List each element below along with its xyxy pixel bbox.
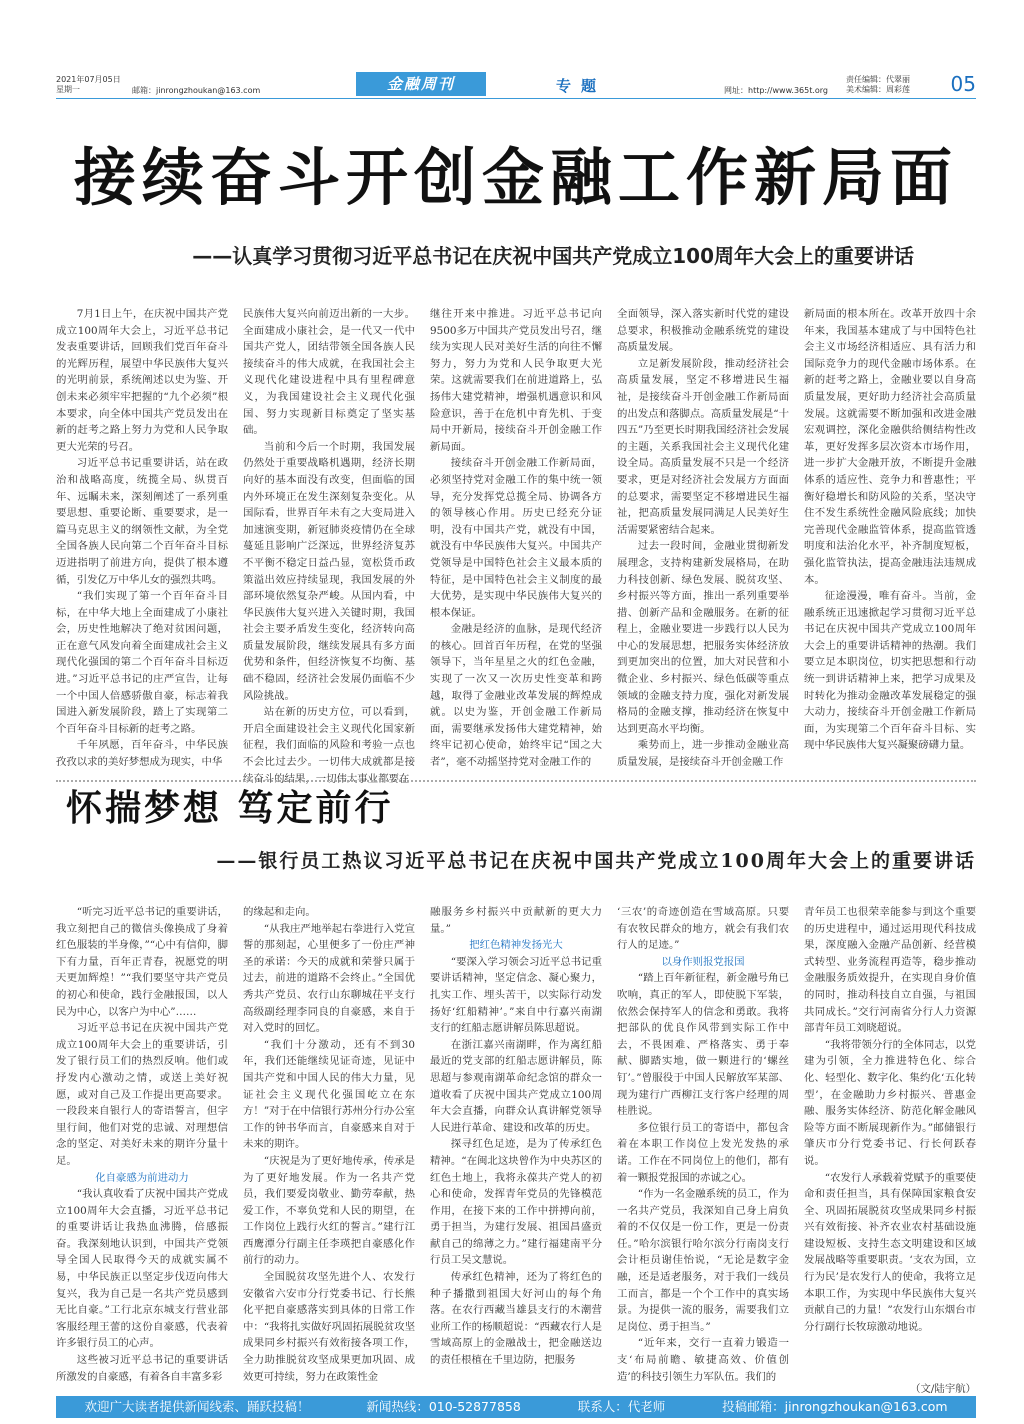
- footer-invite: 欢迎广大读者提供新闻线索、踊跃投稿！: [84, 1399, 310, 1414]
- paragraph: 的缘起和走向。: [243, 906, 316, 918]
- paragraph: 民族伟大复兴向前迈出新的一大步。全面建成小康社会，是一代又一代中国共产党人，团结带领全国各族人民接续奋斗的伟大成就，在我国社会主义现代化建设进程中具有里程碑意义，为我国建设社会主义现代化强国、努力实现新目标奠定了坚实基础。: [243, 308, 415, 437]
- paragraph: “农发行人承载着党赋予的重要使命和责任担当，具有保障国家粮食安全、巩固拓展脱贫攻坚成果同乡村振兴有效衔接、补齐农业农村基础设施建设短板、支持生态文明建设和区域发展战略等重要职责。‘支农为国，立行为民’是农发行人的使命，我将立足本职工作，为实现中华民族伟大复兴贡献自己的力量！”农发行山东烟台市分行副行长牧琼激动地说。: [804, 1171, 976, 1333]
- paragraph: 习近平总书记在庆祝中国共产党成立100周年大会上的重要讲话，引发了银行员工们的热烈反响。他们或抒发内心激动之情，或送上美好祝愿，或对自己及工作提出更高要求。一段段来自银行人的寄语誓言，但字里行间，他们对党的忠诚、对理想信念的坚定、对美好未来的期许分量十足。: [56, 1022, 228, 1167]
- issue-date: 2021年07月05日: [56, 75, 121, 84]
- paragraph: 融服务乡村振兴中贡献新的更大力量。”: [430, 906, 602, 935]
- paragraph: “庆祝是为了更好地传承，传承是为了更好地发展。作为一名共产党员，我们要爱岗敬业、勤劳奉献，热爱工作，不辜负党和人民的期望，在工作岗位上践行火红的誓言。”建行江西鹰潭分行副主任李瑛把自豪感化作前行的动力。: [243, 1154, 415, 1267]
- paragraph: “近年来，交行一直着力锻造一支‘布局前瞻、敏捷高效、价值创造’的科技引领生力军队伍。我们的: [617, 1337, 789, 1383]
- paragraph: 传承红色精神，还为了将红色的种子播撒到祖国大好河山的每个角落。在农行西藏当雄县支行的木潮营业所工作的杨顺超说：“西藏农行人是雪域高原上的金融战士，把金融送边的责任根植在千里边防，把服务: [430, 1271, 602, 1367]
- paragraph: 站在新的历史方位，可以看到，开启全面建设社会主义现代化国家新征程，我们面临的风险和考验一点也不会比过去少。一切伟大成就都是接续奋斗的结果，一切伟大事业都要在: [243, 706, 415, 785]
- section-heading: 以身作则报党报国: [661, 955, 745, 968]
- editor-credits: [846, 75, 910, 95]
- section-label: 专题: [556, 77, 607, 95]
- section-heading: 化自豪感为前进动力: [95, 1171, 189, 1184]
- issue-weekday: 星期一: [56, 85, 80, 94]
- section-heading: 把红色精神发扬光大: [469, 939, 563, 952]
- paragraph: “我认真收看了庆祝中国共产党成立100周年大会直播，习近平总书记的重要讲话让我热血沸腾，倍感振奋。我深刻地认识到，中国共产党领导全国人民取得今天的成就实属不易，中华民族正以坚定步伐迈向伟大复兴，我为自己是一名共产党员感到无比自豪。”工行北京东城支行营业部客服经理王蕾的这份自豪感，代表着许多银行员工的心声。: [56, 1188, 228, 1350]
- paragraph: 千年夙愿，百年奋斗，中华民族孜孜以求的美好梦想成为现实，中华: [56, 739, 228, 769]
- article2-column: [430, 904, 602, 1388]
- paragraph: 新局面的根本所在。改革开放四十余年来，我国基本建成了与中国特色社会主义市场经济相适应、具有活力和国际竞争力的现代金融市场体系。在新的赶考之路上，金融业要以自身高质量发展，更好助力经济社会高质量发展。这就需要不断加强和改进金融宏观调控，深化金融供给侧结构性改革，更好发挥多层次资本市场作用，进一步扩大金融开放，不断提升金融体系的适应性、竞争力和普惠性；平衡好稳增长和防风险的关系，坚决守住不发生系统性金融风险底线；加快完善现代金融监管体系，提高监管透明度和法治化水平，补齐制度短板，强化监管执法，提高金融违法违规成本。: [804, 308, 976, 586]
- art-editor: 美术编辑：周彩莲: [846, 85, 910, 94]
- paragraph: 习近平总书记重要讲话，站在政治和战略高度，统揽全局、纵贯百年、远瞩未来，深刻阐述了一系列重要思想、重要论断、重要要求，是一篇马克思主义的纲领性文献，为全党全国各族人民向第二个百年奋斗目标迈进指明了前进方向，提供了根本遵循，引发亿万中华儿女的强烈共鸣。: [56, 457, 228, 586]
- article1-column: [804, 306, 976, 766]
- article2-title: 怀揣梦想 笃定前行: [66, 788, 394, 829]
- article2-column: [56, 904, 228, 1388]
- masthead-email: 邮箱：jinrongzhoukan@163.com: [132, 86, 261, 95]
- paragraph: 乘势而上，进一步推动金融业高质量发展，是接续奋斗开创金融工作: [617, 739, 789, 769]
- paragraph: “要深入学习领会习近平总书记重要讲话精神，坚定信念、凝心聚力，扎实工作、埋头苦干，以实际行动发扬好‘红船精神’。”来自中行嘉兴南湖支行的红船志愿讲解员陈思超说。: [430, 955, 602, 1035]
- article2-author: （文/陆宇航）: [910, 1383, 976, 1395]
- responsible-editor: 责任编辑：代翠丽: [846, 75, 910, 84]
- paragraph: “我们实现了第一个百年奋斗目标，在中华大地上全面建成了小康社会，历史性地解决了绝对贫困问题，正在意气风发向着全面建成社会主义现代化强国的第二个百年奋斗目标迈进。”习近平总书记的庄严宣告，让每一个中国人倍感骄傲自豪，标志着我国进入新发展阶段，踏上了实现第二个百年奋斗目标新的赶考之路。: [56, 590, 228, 735]
- article1-column: [243, 306, 415, 785]
- paper-name-logo: 金融周刊: [356, 72, 486, 96]
- paragraph: 当前和今后一个时期，我国发展仍然处于重要战略机遇期，经济长期向好的基本面没有改变，但面临的国内外环境正在发生深刻复杂变化。从国际看，世界百年未有之大变局进入加速演变期，新冠肺炎疫情仍在全球蔓延且影响广泛深远，世界经济复苏不平衡不稳定日益凸显，宽松货币政策溢出效应持续显现，我国发展的外部环境依然复杂严峻。从国内看，中华民族伟大复兴进入关键时期，我国社会主要矛盾发生变化，经济转向高质量发展阶段，继续发展具有多方面优势和条件，但经济恢复不均衡、基础不稳固，经济社会发展仍面临不少风险挑战。: [243, 440, 415, 702]
- article2-column: [243, 904, 415, 1388]
- paragraph: “听完习近平总书记的重要讲话，我立刻把自己的微信头像换成了身着红色服装的半身像，”“心中有信仰，脚下有力量，百年正青春，祝愿党的明天更加辉煌！”“我们要坚守共产党员的初心和使命，践行金融报国，以人民为中心，以客户为中心”……: [56, 906, 228, 1018]
- paragraph: “从我庄严地举起右拳进行入党宣誓的那刻起，心里便多了一份庄严神圣的承诺：今天的成就和荣誉只属于过去，前进的道路不会终止。”全国优秀共产党员、农行山东聊城茌平支行高级副经理李同良的自豪感，来自于对入党时的回忆。: [243, 922, 415, 1035]
- paragraph: “我们十分激动，还有不到30年，我们还能继续见证奇迹，见证中国共产党和中国人民的伟大力量，见证社会主义现代化强国屹立在东方！”对于在中信银行苏州分行办公室工作的钟书华而言，自豪感来自对于未来的期许。: [243, 1038, 415, 1151]
- paragraph: ‘三农’的奇迹创造在雪域高原。只要有农牧民群众的地方，就会有我们农行人的足迹。”: [617, 906, 789, 952]
- paragraph: 过去一段时间，金融业贯彻新发展理念，支持构建新发展格局，在助力科技创新、绿色发展、脱贫攻坚、乡村振兴等方面，推出一系列重要举措、创新产品和金融服务。在新的征程上，金融业要进一步践行以人民为中心的发展思想，把服务实体经济放到更加突出的位置，加大对民营和小微企业、乡村振兴、绿色低碳等重点领域的金融支持力度，强化对新发展格局的金融支撑，推动经济在恢复中达到更高水平均衡。: [617, 540, 789, 735]
- masthead-website: 网址：http://www.365t.org: [724, 86, 829, 95]
- article1-body: [56, 306, 976, 785]
- page-number: 05: [950, 72, 976, 96]
- paragraph: 征途漫漫，唯有奋斗。当前，金融系统正迅速掀起学习贯彻习近平总书记在庆祝中国共产党成立100周年大会上的重要讲话精神的热潮。我们要立足本职岗位，切实把思想和行动统一到讲话精神上来，把学习成果及时转化为推动金融改革发展稳定的强大动力，接续奋斗开创金融工作新局面，为实现第二个百年奋斗目标、实现中华民族伟大复兴凝聚磅礴力量。: [804, 590, 976, 752]
- paragraph: 金融是经济的血脉，是现代经济的核心。回首百年历程，在党的坚强领导下，当年星星之火的红色金融，实现了一次又一次历史性变革和跨越，取得了金融业改革发展的辉煌成就。以史为鉴，开创金融工作新局面，需要继承发扬伟大建党精神，始终牢记初心使命，始终牢记“国之大者”，毫不动摇坚持党对金融工作的: [430, 623, 602, 769]
- paragraph: 立足新发展阶段，推动经济社会高质量发展，坚定不移增进民生福祉，是接续奋斗开创金融工作新局面的出发点和落脚点。高质量发展是“十四五”乃至更长时期我国经济社会发展的主题，关系我国社会主义现代化建设全局。高质量发展不只是一个经济要求，更是对经济社会发展方方面面的总要求，需要坚定不移增进民生福祉，把高质量发展同满足人民美好生活需要紧密结合起来。: [617, 357, 789, 536]
- paragraph: 青年员工也很荣幸能参与到这个重要的历史进程中，通过运用现代科技成果，深度融入金融产品创新、经营模式转型、业务流程再造等，稳步推动金融服务质效提升，在实现自身价值的同时，推动科技自立自强，与祖国共同成长。”交行河南省分行人力资源部青年员工刘晓超说。: [804, 906, 976, 1035]
- paragraph: 多位银行员工的寄语中，都包含着在本职工作岗位上发光发热的承诺。工作在不同岗位上的他们，都有着一颗报党报国的赤诚之心。: [617, 1121, 789, 1184]
- masthead-divider: [56, 98, 976, 99]
- article1-column: [56, 306, 228, 769]
- article-divider: [56, 780, 976, 782]
- paragraph: 全面领导，深入落实新时代党的建设总要求，积极推动金融系统党的建设高质量发展。: [617, 308, 789, 354]
- paragraph: 这些被习近平总书记的重要讲话所激发的自豪感，有着各自丰富多彩: [56, 1354, 228, 1383]
- article2-column: [804, 904, 976, 1388]
- paragraph: 7月1日上午，在庆祝中国共产党成立100周年大会上，习近平总书记发表重要讲话，回顾我们党百年奋斗的光辉历程，展望中华民族伟大复兴的光明前景，系统阐述以史为鉴、开创未来必须牢牢把握的“九个必须”根本要求，向全体中国共产党员发出在新的赶考之路上努力为党和人民争取更大光荣的号召。: [56, 308, 228, 453]
- paragraph: 继往开来中推进。习近平总书记向9500多万中国共产党员发出号召，继续为实现人民对美好生活的向往不懈努力，努力为党和人民争取更大光荣。这就需要我们在前进道路上，弘扬伟大建党精神，增强机遇意识和风险意识，善于在危机中育先机、于变局中开新局，接续奋斗开创金融工作新局面。: [430, 308, 602, 453]
- article1-column: [617, 306, 789, 769]
- article2-body: [56, 904, 976, 1388]
- paragraph: 接续奋斗开创金融工作新局面，必须坚持党对金融工作的集中统一领导，充分发挥党总揽全局、协调各方的领导核心作用。历史已经充分证明，没有中国共产党，就没有中国，就没有中华民族伟大复兴。中国共产党领导是中国特色社会主义最本质的特征，是中国特色社会主义制度的最大优势，是实现中华民族伟大复兴的根本保证。: [430, 457, 602, 619]
- paragraph: 全国脱贫攻坚先进个人、农发行安徽省六安市分行党委书记、行长熊化平把自豪感落实到具体的日常工作中：“我将扎实做好巩固拓展脱贫攻坚成果同乡村振兴有效衔接各项工作，全力助推脱贫攻坚成果更加巩固、成效更可持续，努力在政策性金: [243, 1271, 415, 1383]
- article2-subtitle: ——银行员工热议习近平总书记在庆祝中国共产党成立100周年大会上的重要讲话: [216, 850, 976, 872]
- article1-subtitle: ——认真学习贯彻习近平总书记在庆祝中国共产党成立100周年大会上的重要讲话: [192, 244, 914, 268]
- paragraph: “作为一名金融系统的员工，作为一名共产党员，我深知自己身上肩负着的不仅仅是一份工作，更是一份责任。”哈尔滨银行哈尔滨分行南岗支行会计柜员谢佳怡说，“无论是数字金融，还是适老服务，对于我们一线员工而言，都是一个个工作中的真实场景。为提供一流的服务，需要我们立足岗位、勇于担当。”: [617, 1188, 789, 1333]
- article1-column: [430, 306, 602, 769]
- paragraph: “我将带领分行的全体同志，以党建为引领，全力推进特色化、综合化、轻型化、数字化、集约化‘五化转型’，在金融助力乡村振兴、普惠金融、服务实体经济、防范化解金融风险等方面不断展现新作为。”邮储银行肇庆市分行党委书记、行长何跃春说。: [804, 1038, 976, 1167]
- paragraph: 在浙江嘉兴南湖畔，作为离红船最近的党支部的红船志愿讲解员，陈思超与参观南湖革命纪念馆的群众一道收看了庆祝中国共产党成立100周年大会直播，向群众认真讲解党领导人民进行革命、建设和改革的历史。: [430, 1038, 602, 1134]
- paragraph: 探寻红色足迹，是为了传承红色精神。“在闽北这块曾作为中央苏区的红色土地上，我将永葆共产党人的初心和使命，发挥青年党员的先锋模范作用，在接下来的工作中拼搏向前，勇于担当，为建行发展、祖国昌盛贡献自己的绵薄之力。”建行福建南平分行员工吴文慧说。: [430, 1138, 602, 1267]
- article2-column: [617, 904, 789, 1388]
- footer-contact: 联系人：代老师: [577, 1399, 666, 1414]
- footer-banner: [56, 1396, 976, 1418]
- article1-title: 接续奋斗开创金融工作新局面: [73, 141, 958, 214]
- issue-date-block: [56, 75, 121, 95]
- paragraph: “踏上百年新征程，新金融号角已吹响，真正的军人，即使脱下军装，依然会保持军人的信念和勇敢。我将把部队的优良作风带到实际工作中去，不畏困难、严格落实、勇于奉献、脚踏实地，做一颗进行的‘螺丝钉’。”曾服役于中国人民解放军某部、现为建行广西柳江支行客户经理的周桂胜说。: [617, 972, 789, 1118]
- footer-submit-email: 投稿邮箱：jinrongzhoukan@163.com: [722, 1399, 948, 1414]
- footer-hotline: 新闻热线：010-52877858: [366, 1399, 521, 1414]
- masthead: [56, 72, 976, 98]
